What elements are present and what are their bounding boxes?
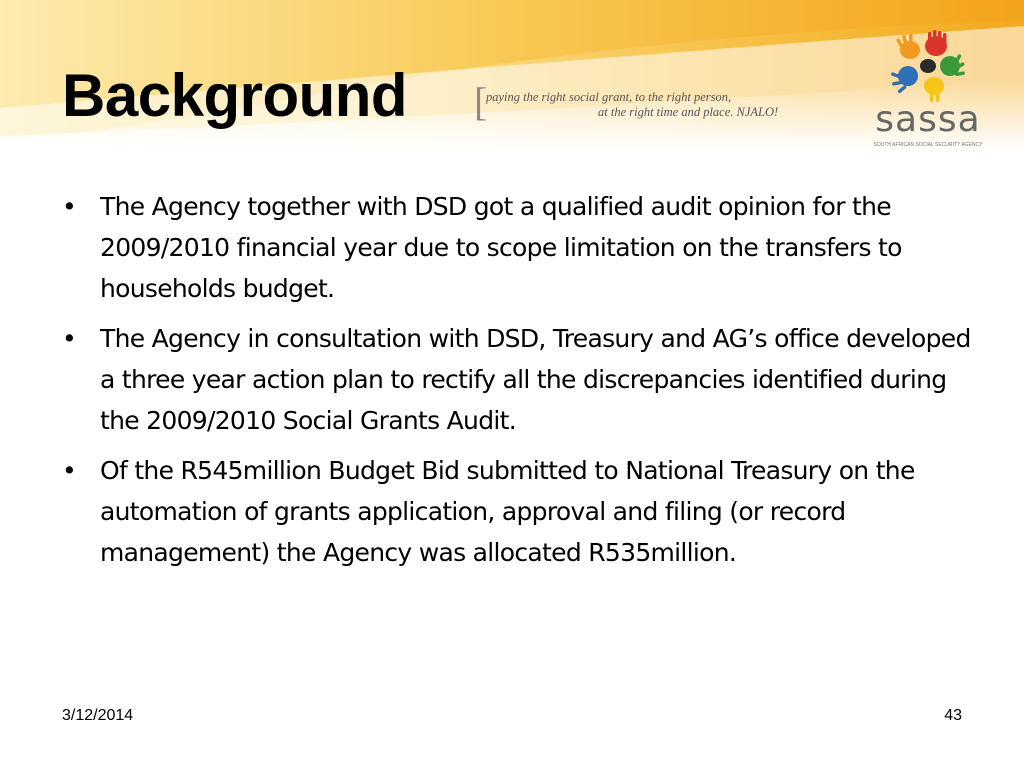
- hand-center: [920, 59, 936, 73]
- logo-wordmark: sassa: [875, 99, 981, 140]
- bullet-text: The Agency in consultation with DSD, Treasury and AG’s office developed a three year action plan to rectify all the discrepancies identified during the 2009/2010 Social Grants Audit.: [100, 324, 971, 435]
- hand-blue: [891, 66, 918, 94]
- hand-green: [940, 54, 965, 77]
- tagline-bracket: [: [474, 79, 488, 124]
- tagline-line-2: at the right time and place. NJALO!: [598, 105, 779, 119]
- tagline: [474, 79, 814, 126]
- sassa-logo: [862, 30, 994, 152]
- bullet-marker: •: [62, 324, 77, 353]
- bullet-list: [62, 186, 972, 582]
- footer-date: 3/12/2014: [62, 707, 134, 724]
- hands-icon: [890, 30, 966, 102]
- page-number: 43: [944, 707, 962, 724]
- slide-title: Background: [62, 62, 408, 129]
- bullet-text: The Agency together with DSD got a qualified audit opinion for the 2009/2010 financial year due to scope limitation on the transfers to households budget.: [100, 192, 902, 303]
- hand-orange: [896, 34, 920, 59]
- bullet-item: [62, 186, 972, 309]
- bullet-item: [62, 450, 972, 573]
- tagline-line-1: paying the right social grant, to the right person,: [486, 90, 732, 104]
- bullet-marker: •: [62, 192, 77, 221]
- bullet-text: Of the R545million Budget Bid submitted to National Treasury on the automation of grants application, approval and filing (or record management) the Agency was allocated R535million.: [100, 456, 915, 567]
- hand-red: [925, 30, 947, 56]
- bullet-item: [62, 318, 972, 441]
- logo-subtitle: SOUTH AFRICAN SOCIAL SECURITY AGENCY: [873, 142, 983, 148]
- bullet-marker: •: [62, 456, 77, 485]
